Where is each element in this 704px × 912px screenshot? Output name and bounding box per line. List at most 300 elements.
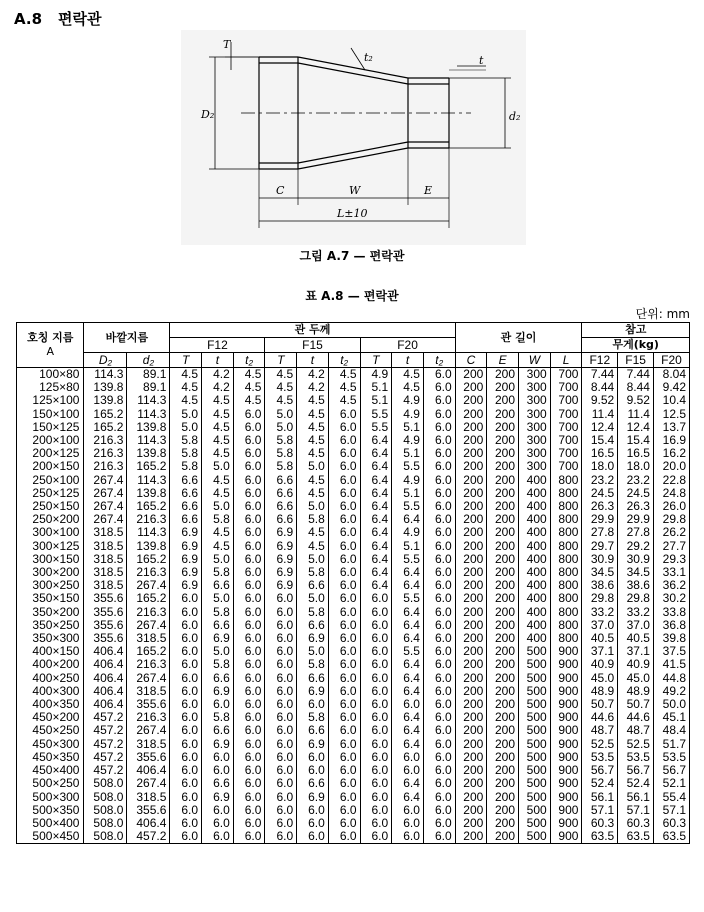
cell-value: 29.8 (653, 513, 689, 526)
cell-value: 6.6 (297, 579, 329, 592)
cell-value: 5.8 (202, 658, 234, 671)
cell-value: 57.1 (653, 804, 689, 817)
cell-value: 5.0 (202, 460, 234, 473)
cell-value: 200 (487, 738, 519, 751)
cell-value: 6.0 (392, 804, 424, 817)
cell-value: 200 (455, 592, 487, 605)
header-T-f20: T (360, 353, 392, 368)
table-row (17, 592, 690, 605)
cell-value: 37.5 (653, 645, 689, 658)
cell-value: 60.3 (653, 817, 689, 830)
label-L: L±10 (337, 207, 368, 220)
header-t-f12: t (202, 353, 234, 368)
cell-value: 4.5 (297, 474, 329, 487)
cell-value: 9.52 (582, 394, 618, 407)
cell-value: 200 (455, 711, 487, 724)
cell-value: 6.0 (265, 632, 297, 645)
cell-value: 457.2 (84, 724, 127, 737)
cell-size: 450×350 (17, 751, 84, 764)
cell-value: 6.0 (233, 724, 265, 737)
cell-value: 6.0 (423, 751, 455, 764)
cell-value: 6.0 (360, 830, 392, 844)
table-row (17, 791, 690, 804)
cell-value: 4.5 (328, 368, 360, 382)
cell-value: 27.7 (653, 540, 689, 553)
cell-value: 56.7 (618, 764, 654, 777)
cell-value: 6.0 (265, 645, 297, 658)
cell-size: 500×250 (17, 777, 84, 790)
header-length: 관 길이 (455, 323, 582, 353)
cell-value: 200 (455, 460, 487, 473)
cell-value: 8.44 (618, 381, 654, 394)
cell-value: 216.3 (127, 658, 170, 671)
cell-value: 200 (455, 606, 487, 619)
cell-value: 30.9 (582, 553, 618, 566)
cell-value: 6.0 (265, 764, 297, 777)
cell-value: 900 (550, 764, 582, 777)
cell-value: 6.0 (423, 487, 455, 500)
cell-value: 6.0 (170, 711, 202, 724)
cell-size: 450×300 (17, 738, 84, 751)
cell-value: 8.04 (653, 368, 689, 382)
cell-value: 6.9 (170, 579, 202, 592)
cell-value: 300 (519, 421, 551, 434)
cell-value: 200 (487, 711, 519, 724)
cell-value: 800 (550, 632, 582, 645)
cell-value: 800 (550, 606, 582, 619)
cell-size: 400×250 (17, 672, 84, 685)
table-row (17, 566, 690, 579)
cell-value: 6.0 (297, 764, 329, 777)
cell-value: 200 (487, 751, 519, 764)
cell-value: 216.3 (127, 606, 170, 619)
header-outer-dia: 바깥지름 (84, 323, 170, 353)
cell-value: 6.0 (423, 381, 455, 394)
cell-value: 6.0 (233, 804, 265, 817)
cell-value: 6.0 (233, 566, 265, 579)
cell-value: 6.6 (170, 513, 202, 526)
cell-value: 6.0 (392, 830, 424, 844)
cell-value: 6.0 (423, 394, 455, 407)
cell-value: 5.0 (170, 408, 202, 421)
cell-value: 200 (487, 830, 519, 844)
cell-value: 6.9 (170, 553, 202, 566)
cell-value: 15.4 (582, 434, 618, 447)
cell-value: 6.0 (328, 553, 360, 566)
cell-value: 63.5 (582, 830, 618, 844)
cell-value: 500 (519, 658, 551, 671)
cell-value: 6.6 (202, 672, 234, 685)
cell-value: 6.0 (233, 764, 265, 777)
cell-value: 6.0 (328, 540, 360, 553)
cell-value: 500 (519, 711, 551, 724)
cell-value: 165.2 (127, 553, 170, 566)
label-D2: D₂ (201, 108, 215, 121)
cell-value: 53.5 (653, 751, 689, 764)
cell-value: 6.0 (265, 592, 297, 605)
cell-value: 6.0 (328, 632, 360, 645)
cell-value: 40.9 (582, 658, 618, 671)
cell-value: 139.8 (84, 381, 127, 394)
cell-size: 250×100 (17, 474, 84, 487)
cell-value: 57.1 (582, 804, 618, 817)
cell-value: 114.3 (127, 474, 170, 487)
cell-value: 5.0 (297, 553, 329, 566)
header-weight-f15: F15 (618, 353, 654, 368)
cell-value: 45.0 (582, 672, 618, 685)
table-row (17, 460, 690, 473)
cell-value: 4.5 (233, 368, 265, 382)
cell-value: 5.0 (202, 553, 234, 566)
cell-value: 6.0 (423, 447, 455, 460)
cell-value: 6.0 (233, 711, 265, 724)
table-row (17, 619, 690, 632)
cell-value: 18.0 (618, 460, 654, 473)
cell-value: 200 (487, 804, 519, 817)
cell-value: 200 (487, 619, 519, 632)
cell-value: 4.9 (392, 474, 424, 487)
cell-value: 6.0 (265, 830, 297, 844)
cell-value: 6.0 (360, 645, 392, 658)
cell-value: 5.8 (202, 513, 234, 526)
label-d2: d₂ (509, 110, 521, 123)
cell-value: 200 (455, 408, 487, 421)
cell-value: 6.0 (423, 632, 455, 645)
cell-value: 900 (550, 724, 582, 737)
cell-value: 63.5 (618, 830, 654, 844)
cell-value: 200 (455, 817, 487, 830)
cell-value: 6.4 (360, 540, 392, 553)
cell-value: 5.8 (202, 711, 234, 724)
cell-value: 6.6 (202, 619, 234, 632)
cell-value: 457.2 (84, 751, 127, 764)
cell-value: 6.9 (265, 526, 297, 539)
cell-value: 200 (455, 632, 487, 645)
cell-value: 500 (519, 698, 551, 711)
cell-value: 6.0 (170, 619, 202, 632)
cell-value: 300 (519, 381, 551, 394)
cell-value: 900 (550, 685, 582, 698)
cell-value: 5.0 (202, 592, 234, 605)
cell-value: 6.0 (423, 658, 455, 671)
cell-value: 29.7 (582, 540, 618, 553)
cell-value: 56.7 (582, 764, 618, 777)
section-title: 편락관 (58, 10, 102, 28)
cell-value: 6.0 (233, 658, 265, 671)
cell-value: 4.5 (202, 434, 234, 447)
cell-value: 6.0 (297, 751, 329, 764)
cell-value: 900 (550, 830, 582, 844)
cell-value: 5.8 (170, 434, 202, 447)
cell-value: 200 (487, 764, 519, 777)
cell-value: 6.6 (265, 487, 297, 500)
cell-value: 4.5 (297, 421, 329, 434)
cell-value: 6.0 (233, 513, 265, 526)
cell-value: 900 (550, 658, 582, 671)
cell-value: 5.8 (265, 434, 297, 447)
cell-value: 6.0 (170, 724, 202, 737)
cell-size: 400×350 (17, 698, 84, 711)
cell-value: 400 (519, 474, 551, 487)
cell-value: 800 (550, 474, 582, 487)
table-row (17, 474, 690, 487)
cell-value: 15.4 (618, 434, 654, 447)
table-row (17, 817, 690, 830)
cell-value: 4.5 (297, 540, 329, 553)
cell-value: 6.0 (360, 658, 392, 671)
cell-value: 6.0 (360, 619, 392, 632)
cell-value: 900 (550, 804, 582, 817)
cell-value: 7.44 (582, 368, 618, 382)
header-weight: 무게(kg) (582, 338, 690, 353)
cell-value: 6.9 (202, 632, 234, 645)
cell-value: 6.6 (202, 777, 234, 790)
cell-value: 200 (487, 447, 519, 460)
cell-value: 114.3 (127, 434, 170, 447)
cell-size: 350×150 (17, 592, 84, 605)
cell-value: 200 (455, 645, 487, 658)
cell-value: 4.2 (202, 381, 234, 394)
cell-value: 5.0 (265, 408, 297, 421)
cell-value: 6.9 (170, 526, 202, 539)
cell-value: 318.5 (127, 632, 170, 645)
cell-value: 800 (550, 592, 582, 605)
cell-value: 200 (487, 685, 519, 698)
cell-value: 6.0 (423, 408, 455, 421)
cell-value: 27.8 (582, 526, 618, 539)
cell-value: 6.4 (360, 434, 392, 447)
cell-value: 6.0 (423, 421, 455, 434)
section-heading (14, 8, 102, 29)
table-row (17, 658, 690, 671)
table-row (17, 685, 690, 698)
cell-value: 6.0 (423, 698, 455, 711)
cell-size: 300×200 (17, 566, 84, 579)
cell-value: 4.5 (392, 368, 424, 382)
cell-value: 6.0 (328, 724, 360, 737)
cell-value: 200 (455, 434, 487, 447)
cell-value: 165.2 (84, 421, 127, 434)
cell-value: 200 (487, 434, 519, 447)
cell-value: 406.4 (84, 672, 127, 685)
cell-value: 6.0 (392, 817, 424, 830)
table-row (17, 711, 690, 724)
table-row (17, 698, 690, 711)
cell-value: 5.8 (265, 447, 297, 460)
table-row (17, 487, 690, 500)
cell-value: 6.4 (392, 738, 424, 751)
cell-value: 6.0 (233, 500, 265, 513)
cell-value: 5.8 (202, 606, 234, 619)
cell-value: 6.9 (265, 566, 297, 579)
cell-value: 200 (487, 500, 519, 513)
cell-value: 44.8 (653, 672, 689, 685)
cell-value: 6.4 (392, 566, 424, 579)
cell-value: 6.0 (233, 460, 265, 473)
header-grade-f15: F15 (265, 338, 360, 353)
cell-value: 56.7 (653, 764, 689, 777)
cell-value: 6.0 (170, 751, 202, 764)
cell-value: 6.4 (392, 791, 424, 804)
cell-value: 4.5 (297, 434, 329, 447)
cell-value: 36.2 (653, 579, 689, 592)
cell-size: 500×450 (17, 830, 84, 844)
cell-value: 200 (455, 553, 487, 566)
cell-size: 300×125 (17, 540, 84, 553)
cell-value: 200 (455, 777, 487, 790)
cell-value: 6.0 (170, 685, 202, 698)
cell-size: 500×400 (17, 817, 84, 830)
cell-value: 5.1 (392, 421, 424, 434)
cell-value: 5.8 (297, 658, 329, 671)
cell-value: 29.8 (618, 592, 654, 605)
cell-value: 6.0 (360, 724, 392, 737)
cell-value: 400 (519, 592, 551, 605)
cell-value: 700 (550, 394, 582, 407)
cell-value: 6.0 (265, 724, 297, 737)
cell-value: 60.3 (582, 817, 618, 830)
cell-value: 800 (550, 487, 582, 500)
table-row (17, 408, 690, 421)
cell-value: 16.9 (653, 434, 689, 447)
cell-value: 6.6 (202, 579, 234, 592)
cell-value: 37.1 (582, 645, 618, 658)
cell-value: 26.3 (582, 500, 618, 513)
cell-value: 300 (519, 447, 551, 460)
cell-value: 4.5 (233, 381, 265, 394)
cell-value: 200 (487, 553, 519, 566)
cell-value: 6.0 (328, 579, 360, 592)
cell-value: 29.8 (582, 592, 618, 605)
header-size: 호칭 지름 A (17, 323, 84, 368)
cell-value: 4.5 (202, 526, 234, 539)
cell-value: 6.0 (328, 447, 360, 460)
cell-value: 216.3 (127, 711, 170, 724)
cell-value: 508.0 (84, 804, 127, 817)
cell-value: 355.6 (84, 619, 127, 632)
cell-value: 24.5 (582, 487, 618, 500)
cell-value: 6.0 (328, 685, 360, 698)
cell-value: 6.0 (265, 777, 297, 790)
cell-value: 4.9 (392, 394, 424, 407)
cell-value: 500 (519, 685, 551, 698)
cell-value: 6.0 (328, 606, 360, 619)
table-body (17, 368, 690, 844)
cell-value: 5.8 (297, 513, 329, 526)
cell-value: 200 (487, 579, 519, 592)
table-row (17, 540, 690, 553)
cell-value: 4.5 (202, 474, 234, 487)
cell-value: 5.1 (360, 381, 392, 394)
cell-value: 700 (550, 368, 582, 382)
cell-value: 6.0 (392, 698, 424, 711)
cell-value: 200 (487, 474, 519, 487)
cell-value: 6.0 (233, 685, 265, 698)
cell-value: 6.9 (297, 632, 329, 645)
cell-value: 4.5 (202, 487, 234, 500)
cell-value: 6.0 (328, 817, 360, 830)
cell-value: 6.0 (170, 645, 202, 658)
cell-value: 6.0 (392, 764, 424, 777)
cell-value: 6.0 (360, 632, 392, 645)
cell-value: 6.0 (328, 751, 360, 764)
cell-value: 16.5 (582, 447, 618, 460)
cell-size: 300×250 (17, 579, 84, 592)
cell-value: 6.9 (297, 738, 329, 751)
cell-value: 200 (455, 619, 487, 632)
cell-value: 200 (487, 777, 519, 790)
cell-value: 4.5 (297, 408, 329, 421)
cell-value: 13.7 (653, 421, 689, 434)
cell-value: 6.0 (265, 619, 297, 632)
cell-value: 89.1 (127, 368, 170, 382)
cell-value: 318.5 (127, 738, 170, 751)
cell-value: 200 (455, 698, 487, 711)
cell-value: 50.7 (582, 698, 618, 711)
cell-value: 200 (487, 381, 519, 394)
cell-value: 6.0 (328, 526, 360, 539)
cell-value: 200 (487, 394, 519, 407)
cell-size: 200×150 (17, 460, 84, 473)
cell-value: 6.0 (265, 711, 297, 724)
cell-value: 6.4 (392, 672, 424, 685)
cell-value: 6.6 (265, 474, 297, 487)
table-row (17, 526, 690, 539)
header-t-f15: t (297, 353, 329, 368)
cell-value: 6.0 (423, 830, 455, 844)
cell-value: 200 (455, 830, 487, 844)
cell-value: 200 (487, 368, 519, 382)
cell-value: 22.8 (653, 474, 689, 487)
cell-value: 114.3 (127, 526, 170, 539)
cell-value: 800 (550, 619, 582, 632)
cell-value: 6.0 (360, 791, 392, 804)
cell-value: 34.5 (618, 566, 654, 579)
cell-size: 200×100 (17, 434, 84, 447)
cell-value: 6.0 (328, 658, 360, 671)
cell-value: 5.5 (392, 460, 424, 473)
cell-value: 24.5 (618, 487, 654, 500)
cell-value: 6.0 (170, 817, 202, 830)
table-row (17, 368, 690, 382)
cell-size: 350×250 (17, 619, 84, 632)
cell-value: 200 (455, 751, 487, 764)
cell-value: 37.1 (618, 645, 654, 658)
cell-value: 200 (487, 421, 519, 434)
cell-size: 350×200 (17, 606, 84, 619)
cell-value: 29.9 (582, 513, 618, 526)
header-t2-f15: t₂ (328, 353, 360, 368)
cell-value: 5.8 (297, 606, 329, 619)
cell-value: 37.0 (618, 619, 654, 632)
header-T-f15: T (265, 353, 297, 368)
cell-value: 38.6 (582, 579, 618, 592)
cell-value: 6.0 (202, 804, 234, 817)
cell-value: 45.0 (618, 672, 654, 685)
cell-value: 11.4 (582, 408, 618, 421)
table-row (17, 764, 690, 777)
cell-value: 6.0 (328, 711, 360, 724)
cell-value: 300 (519, 394, 551, 407)
cell-value: 29.3 (653, 553, 689, 566)
cell-value: 114.3 (127, 408, 170, 421)
cell-value: 5.8 (202, 566, 234, 579)
cell-value: 200 (487, 460, 519, 473)
cell-value: 6.0 (328, 764, 360, 777)
cell-value: 165.2 (127, 645, 170, 658)
cell-value: 24.8 (653, 487, 689, 500)
cell-value: 6.4 (360, 579, 392, 592)
